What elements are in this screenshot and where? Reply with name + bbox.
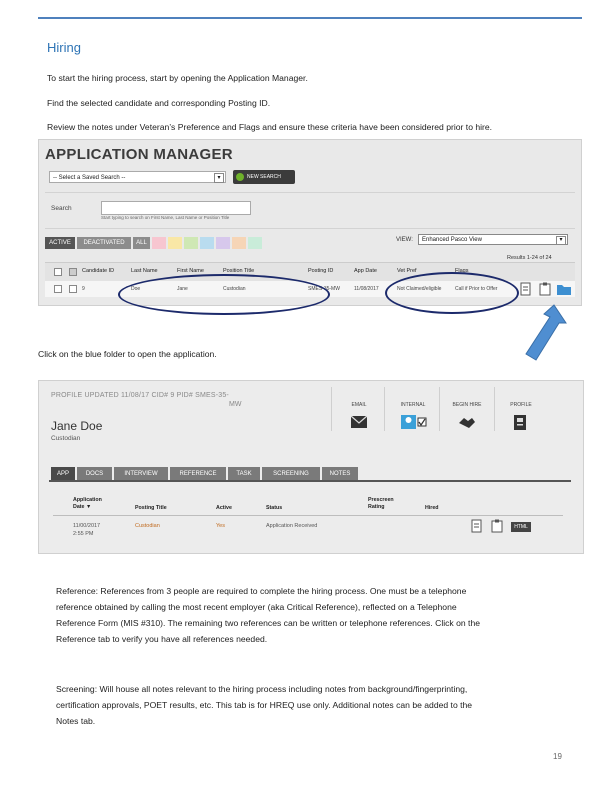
color-filter-swatch[interactable] (152, 237, 166, 249)
tab-reference[interactable]: REFERENCE (170, 467, 226, 481)
cell-flags: Call if Prior to Offer (455, 286, 498, 292)
html-button[interactable]: HTML (511, 522, 531, 532)
section-heading: Hiring (47, 40, 81, 55)
begin-hire-label: BEGIN HIRE (452, 402, 482, 408)
candidate-position: Custodian (51, 435, 81, 442)
blue-folder-icon[interactable] (556, 282, 572, 296)
col-prescreen-rating[interactable]: Prescreen Rating (368, 497, 394, 510)
divider (384, 387, 385, 431)
col-position-title[interactable]: Position Title (223, 268, 255, 274)
chevron-down-icon: ▾ (556, 236, 566, 245)
document-icon[interactable] (471, 519, 483, 533)
search-hint: Start typing to search on First Name, Last Name or Position Title (101, 215, 230, 220)
cell-last-name: Doe (131, 286, 141, 292)
col-application-date[interactable]: Application Date ▼ (73, 497, 102, 510)
saved-search-value: -- Select a Saved Search -- (53, 175, 126, 181)
divider (45, 192, 575, 193)
color-filter-swatch[interactable] (216, 237, 230, 249)
reference-line: Reference tab to verify you have all references needed. (56, 634, 268, 644)
arrow-icon (520, 303, 570, 363)
reference-line: Reference Form (MIS #310). The remaining two references can be written or telephone references. Click on the (56, 618, 481, 628)
screening-line: Screening: Will house all notes relevant to the hiring process including notes from background/fingerprinting, (56, 684, 468, 694)
col-last-name[interactable]: Last Name (131, 268, 158, 274)
divider (494, 387, 495, 431)
instruction-3: Review the notes under Veteran’s Preference and Flags and ensure these criteria have been considered prior to hire. (47, 122, 493, 132)
select-all-checkbox[interactable] (54, 268, 62, 276)
handshake-icon[interactable] (457, 414, 477, 430)
col-active[interactable]: Active (216, 505, 232, 511)
tab-underline (49, 480, 571, 482)
profile-updated: PROFILE UPDATED 11/08/17 CID# 9 PID# SMES-35- (51, 392, 229, 399)
tab-docs[interactable]: DOCS (77, 467, 112, 481)
color-filter-swatch[interactable] (232, 237, 246, 249)
color-filter-swatch[interactable] (168, 237, 182, 249)
saved-search-select[interactable] (49, 171, 226, 183)
search-input[interactable] (101, 201, 251, 215)
candidate-name: Jane Doe (51, 419, 103, 433)
row-app-date: 11/00/2017 2:55 PM (73, 523, 101, 537)
chevron-down-icon: ▾ (214, 173, 224, 183)
email-icon[interactable] (350, 414, 368, 430)
col-first-name[interactable]: First Name (177, 268, 204, 274)
caption: Click on the blue folder to open the application. (38, 349, 217, 359)
view-select[interactable] (418, 234, 568, 245)
row-active: Yes (216, 523, 225, 529)
highlight-oval-flags (385, 272, 519, 314)
col-hired[interactable]: Hired (425, 505, 439, 511)
col-status[interactable]: Status (266, 505, 283, 511)
screening-line: certification approvals, POET results, etc. This tab is for HREQ use only. Additional notes can be added to the (56, 700, 473, 710)
instruction-2: Find the selected candidate and corresponding Posting ID. (47, 98, 271, 108)
page-number: 19 (553, 752, 562, 761)
row-status: Application Received (266, 523, 318, 529)
tab-task[interactable]: TASK (228, 467, 260, 481)
col-app-date[interactable]: App Date (354, 268, 377, 274)
header-rule (38, 17, 582, 19)
col-posting-id[interactable]: Posting ID (308, 268, 334, 274)
cell-first-name: Jane (177, 286, 188, 292)
document-icon[interactable] (519, 282, 533, 296)
tab-notes[interactable]: NOTES (322, 467, 358, 481)
internal-badge-icon[interactable] (401, 414, 427, 430)
screening-paragraph (56, 681, 472, 729)
view-value: Enhanced Pasco View (422, 237, 482, 243)
row-flag-checkbox[interactable] (69, 285, 77, 293)
cell-app-date: 11/08/2017 (354, 286, 379, 292)
divider (53, 515, 563, 516)
tab-active[interactable]: ACTIVE (45, 237, 75, 249)
view-label: VIEW: (396, 237, 413, 243)
plus-circle-icon (236, 173, 244, 181)
color-filter-swatch[interactable] (248, 237, 262, 249)
color-filter-swatch[interactable] (200, 237, 214, 249)
col-flags[interactable]: Flags (455, 268, 469, 274)
tab-screening[interactable]: SCREENING (262, 467, 320, 481)
cell-vet-pref: Not Claimed/eligible (397, 286, 442, 292)
app-manager-title: APPLICATION MANAGER (45, 146, 233, 163)
flag-column-checkbox (69, 268, 77, 276)
internal-label: INTERNAL (400, 402, 426, 408)
col-candidate-id[interactable]: Candidate ID (82, 268, 115, 274)
results-count: Results 1-24 of 24 (507, 255, 552, 261)
search-label: Search (51, 205, 72, 212)
clipboard-icon[interactable] (491, 519, 503, 533)
reference-line: Reference: References from 3 people are required to complete the hiring process. One must be a telephone (56, 586, 467, 596)
reference-paragraph (56, 583, 480, 647)
clipboard-icon[interactable] (538, 282, 552, 296)
new-search-label: NEW SEARCH (247, 174, 281, 180)
color-filter-swatch[interactable] (184, 237, 198, 249)
row-posting-title[interactable]: Custodian (135, 523, 160, 529)
candidate-profile-screenshot (38, 380, 584, 554)
email-label: EMAIL (351, 402, 367, 408)
profile-updated-cont: MW (229, 401, 242, 408)
new-search-button[interactable] (233, 170, 295, 184)
tab-all[interactable]: ALL (133, 237, 150, 249)
tab-app[interactable]: APP (51, 467, 75, 481)
col-vet-pref[interactable]: Vet Pref (397, 268, 417, 274)
tab-interview[interactable]: INTERVIEW (114, 467, 168, 481)
profile-icon[interactable] (513, 414, 527, 431)
instruction-1: To start the hiring process, start by opening the Application Manager. (47, 73, 308, 83)
divider (45, 228, 575, 229)
row-checkbox[interactable] (54, 285, 62, 293)
col-posting-title[interactable]: Posting Title (135, 505, 167, 511)
divider (331, 387, 332, 431)
screening-line: Notes tab. (56, 716, 96, 726)
highlight-oval-candidate (118, 274, 330, 315)
cell-position: Custodian (223, 286, 246, 292)
reference-line: reference obtained by calling the most recent employer (aka Critical Reference), reflected on a Telephone (56, 602, 457, 612)
application-manager-screenshot (38, 139, 582, 306)
cell-posting-id: SMES-35-MW (308, 286, 340, 292)
cell-candidate-id: 9 (82, 286, 85, 292)
profile-label: PROFILE (510, 402, 532, 408)
divider (439, 387, 440, 431)
tab-deactivated[interactable]: DEACTIVATED (77, 237, 131, 249)
